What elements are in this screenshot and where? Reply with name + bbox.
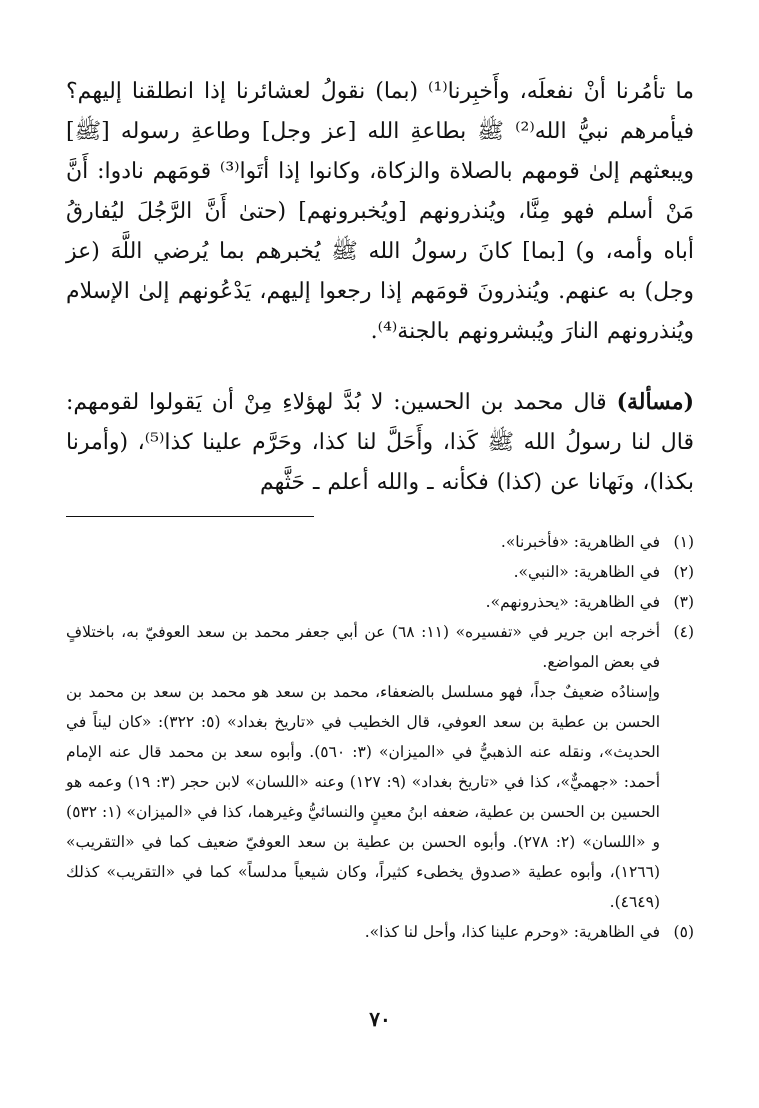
paragraph-2-text: قال محمد بن الحسين: لا بُدَّ لهؤلاءِ مِنْ أن يَقولوا لقومهم: قال لنا رسولُ الله ﷺ كَذا، وأَحَلَّ لنا كذا، وحَرَّم علينا كذا⁽⁵⁾، (وأمرنا بكذا)، ونَهانا عن (كذا) فكأنه ـ والله أعلم ـ حَثَّهم xyxy=(66,390,694,495)
footnote-4 xyxy=(66,617,694,917)
footnote-number: (٤) xyxy=(673,623,694,641)
footnote-number: (٣) xyxy=(673,593,694,611)
book-page xyxy=(66,72,694,1082)
masala-term: (مسألة) xyxy=(616,389,694,415)
footnote-line: أخرجه ابن جرير في «تفسيره» (١١: ٦٨) عن أبي جعفر محمد بن سعد العوفيّ به، باختلافٍ في بعض المواضع. xyxy=(66,623,661,671)
footnote-line: في الظاهرية: «النبي». xyxy=(513,563,660,581)
footnote-2 xyxy=(66,557,694,587)
footnote-text xyxy=(66,587,660,617)
footnote-text xyxy=(66,557,660,587)
main-text xyxy=(66,72,694,503)
footnote-1 xyxy=(66,527,694,557)
footnote-number: (٥) xyxy=(673,923,694,941)
footnote-number: (١) xyxy=(673,533,694,551)
footnote-text xyxy=(66,917,660,947)
footnote-line: في الظاهرية: «وحرم علينا كذا، وأحل لنا كذا». xyxy=(364,923,660,941)
footnote-3 xyxy=(66,587,694,617)
paragraph-1: ما تأمُرنا أنْ نفعلَه، وأَخبِرنا⁽¹⁾ (بما) نقولُ لعشائرنا إذا انطلقنا إليهم؟ فيأمرهم نبيُّ الله⁽²⁾ ﷺ بطاعةِ الله [عز وجل] وطاعةِ رسوله [ﷺ] ويبعثهم إلىٰ قومهم بالصلاة والزكاة، وكانوا إذا أتَوا⁽³⁾ قومَهم نادوا: أَنَّ مَنْ أسلم فهو مِنَّا، ويُنذرونهم [ويُخبرونهم] (حتىٰ أَنَّ الرَّجُلَ ليُفارقُ أباه وأمه، و) [بما] كانَ رسولُ الله ﷺ يُخبرهم بما يُرضي اللَّهَ (عز وجل) به عنهم. ويُنذرونَ قومَهم إذا رجعوا إليهم، يَدْعُونهم إلىٰ الإسلام ويُنذرونهم النارَ ويُبشرونهم بالجنة⁽⁴⁾. xyxy=(66,79,695,344)
footnote-line: وإسنادُه ضعيفٌ جداً، فهو مسلسل بالضعفاء، محمد بن سعد هو محمد بن سعد بن محمد بن الحسن بن عطية بن سعد العوفي، قال الخطيب في «تاريخ بغداد» (٥: ٣٢٢): «كان ليناً في الحديث»، ونقله عنه الذهبيُّ في «الميزان» (٣: ٥٦٠). وأبوه سعد بن محمد قال عنه الإمام أحمد: «جهميٌّ»، كذا في «تاريخ بغداد» (٩: ١٢٧) وعنه «اللسان» لابن حجر (٣: ١٩) وعمه هو الحسين بن الحسن بن عطية، ضعفه ابنُ معينٍ والنسائيُّ وغيرهما، كذا في «الميزان» (١: ٥٣٢) و «اللسان» (٢: ٢٧٨). وأبوه الحسن بن عطية بن سعد العوفيّ ضعيف كما في «التقريب» (١٢٦٦)، وأبوه عطية «صدوق يخطىء كثيراً، وكان شيعياً مدلساً» كما في «التقريب» كذلك (٤٦٤٩). xyxy=(66,683,661,911)
footnote-text xyxy=(66,527,660,557)
footnote-separator xyxy=(66,516,314,517)
page-number: ٧٠ xyxy=(369,1007,391,1031)
footnote-line: في الظاهرية: «يحذرونهم». xyxy=(485,593,660,611)
paragraph-2 xyxy=(66,382,694,503)
footnote-number: (٢) xyxy=(673,563,694,581)
footnotes xyxy=(66,527,694,947)
footnote-text xyxy=(66,617,660,917)
footnote-line: في الظاهرية: «فأخبرنا». xyxy=(500,533,660,551)
footnote-5 xyxy=(66,917,694,947)
